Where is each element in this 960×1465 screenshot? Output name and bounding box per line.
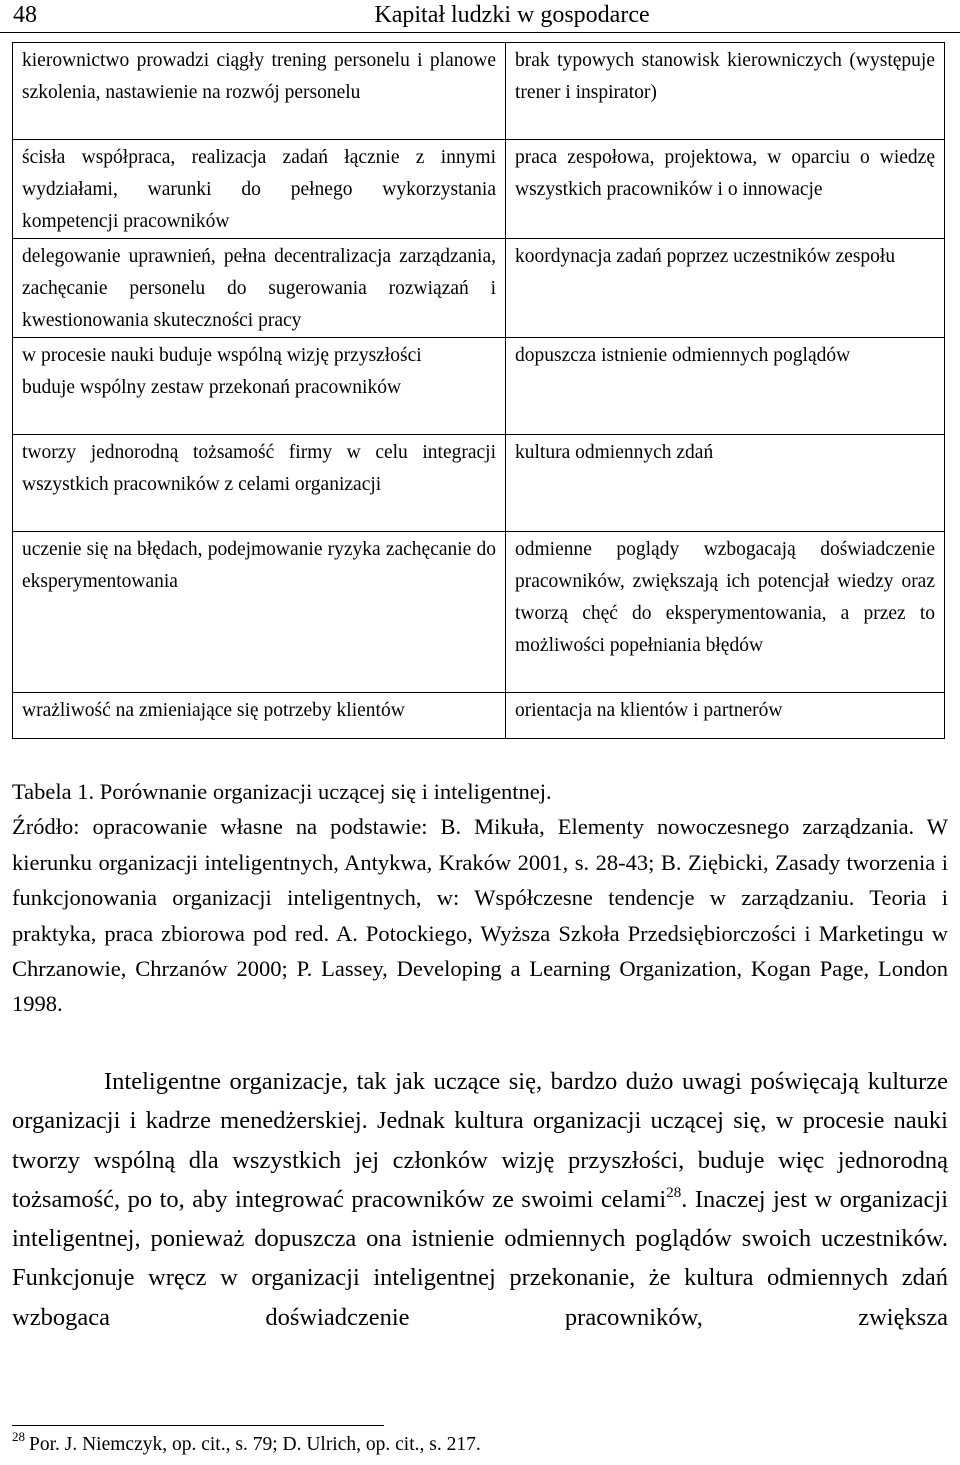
page-number: 48 bbox=[13, 2, 37, 28]
cell-text: kierownictwo prowadzi ciągły trening personelu i planowe szkolenia, nastawienie na rozwój personelu bbox=[22, 50, 496, 103]
cell-text: odmienne poglądy wzbogacają doświadczenie pracowników, zwiększają ich potencjał wiedzy oraz tworzą chęć do eksperymentowania, a przez to możliwości popełniania błędów bbox=[515, 539, 935, 656]
paragraph-text-start: Inteligentne organizacje, tak jak uczące się, bardzo dużo uwagi poświęcają kulturze organizacji i kadrze menedżerskiej. Jednak kultura organizacji uczącej się, w procesie nauki tworzy wspólną dla wszystkich jej członków wizję przyszłości, buduje więc jednorodną tożsamość, po to, aby integrować pracowników ze swoimi celami bbox=[12, 1068, 948, 1213]
cell-text: dopuszcza istnienie odmiennych poglądów bbox=[515, 345, 851, 366]
table-cell-intelligent bbox=[506, 43, 945, 140]
table-cell-intelligent bbox=[506, 239, 945, 338]
comparison-table bbox=[12, 42, 945, 739]
cell-text: delegowanie uprawnień, pełna decentralizacja zarządzania, zachęcanie personelu do sugerowania rozwiązań i kwestionowania skuteczności pracy bbox=[22, 246, 496, 331]
table-cell-learning bbox=[13, 43, 506, 140]
footnote-text: Por. J. Niemczyk, op. cit., s. 79; D. Ulrich, op. cit., s. 217. bbox=[29, 1434, 481, 1455]
footnote-separator bbox=[12, 1425, 384, 1426]
page-header bbox=[0, 0, 960, 33]
table-cell-intelligent bbox=[506, 693, 945, 739]
cell-text: koordynacja zadań poprzez uczestników zespołu bbox=[515, 246, 896, 267]
cell-text: wrażliwość na zmieniające się potrzeby klientów bbox=[22, 700, 405, 721]
caption-title: Tabela 1. Porównanie organizacji uczącej się i inteligentnej. bbox=[12, 779, 552, 804]
footnote-reference: 28 bbox=[666, 1184, 682, 1201]
table-cell-learning bbox=[13, 140, 506, 239]
table-cell-intelligent bbox=[506, 140, 945, 239]
table-cell-learning bbox=[13, 338, 506, 435]
cell-text: tworzy jednorodną tożsamość firmy w celu integracji wszystkich pracowników z celami organizacji bbox=[22, 442, 496, 495]
cell-text: orientacja na klientów i partnerów bbox=[515, 700, 783, 721]
table-row bbox=[13, 239, 945, 338]
table-row bbox=[13, 435, 945, 532]
paragraph-text-end: . Inaczej jest w organizacji inteligentnej, ponieważ dopuszcza ona istnienie odmiennych poglądów swoich uczestników. Funkcjonuje wręcz w organizacji inteligentnej przekonanie, że kultura odmiennych zdań wzbogaca doświadczenie pracowników, zwiększa bbox=[12, 1185, 948, 1331]
cell-text: buduje wspólny zestaw przekonań pracowników bbox=[22, 377, 402, 398]
table-caption bbox=[12, 774, 948, 1022]
footnote bbox=[12, 1431, 481, 1459]
body-paragraph bbox=[12, 1062, 948, 1337]
table-row bbox=[13, 43, 945, 140]
cell-text: kultura odmiennych zdań bbox=[515, 442, 714, 463]
table-row bbox=[13, 140, 945, 239]
cell-text: praca zespołowa, projektowa, w oparciu o wiedzę wszystkich pracowników i o innowacje bbox=[515, 147, 935, 200]
cell-text: uczenie się na błędach, podejmowanie ryzyka zachęcanie do eksperymentowania bbox=[22, 539, 496, 592]
table-cell-intelligent bbox=[506, 338, 945, 435]
cell-text: ścisła współpraca, realizacja zadań łącznie z innymi wydziałami, warunki do pełnego wykorzystania kompetencji pracowników bbox=[22, 147, 496, 232]
table-cell-learning bbox=[13, 435, 506, 532]
table-cell-learning bbox=[13, 239, 506, 338]
table-row bbox=[13, 693, 945, 739]
table-cell-intelligent bbox=[506, 532, 945, 693]
cell-text: w procesie nauki buduje wspólną wizję przyszłości bbox=[22, 345, 422, 366]
caption-source: Źródło: opracowanie własne na podstawie: B. Mikuła, Elementy nowoczesnego zarządzania. W kierunku organizacji inteligentnych, Antykwa, Kraków 2001, s. 28-43; B. Ziębicki, Zasady tworzenia i funkcjonowania organizacji inteligentnych, w: Współczesne tendencje w zarządzaniu. Teoria i praktyka, praca zbiorowa pod red. A. Potockiego, Wyższa Szkoła Przedsiębiorczości i Marketingu w Chrzanowie, Chrzanów 2000; P. Lassey, Developing a Learning Organization, Kogan Page, London 1998. bbox=[12, 814, 948, 1017]
running-title: Kapitał ludzki w gospodarce bbox=[374, 2, 650, 28]
cell-text: brak typowych stanowisk kierowniczych (występuje trener i inspirator) bbox=[515, 50, 935, 103]
table-cell-learning bbox=[13, 693, 506, 739]
table-row bbox=[13, 532, 945, 693]
table-row bbox=[13, 338, 945, 435]
table-cell-intelligent bbox=[506, 435, 945, 532]
footnote-number: 28 bbox=[12, 1429, 25, 1444]
table-cell-learning bbox=[13, 532, 506, 693]
